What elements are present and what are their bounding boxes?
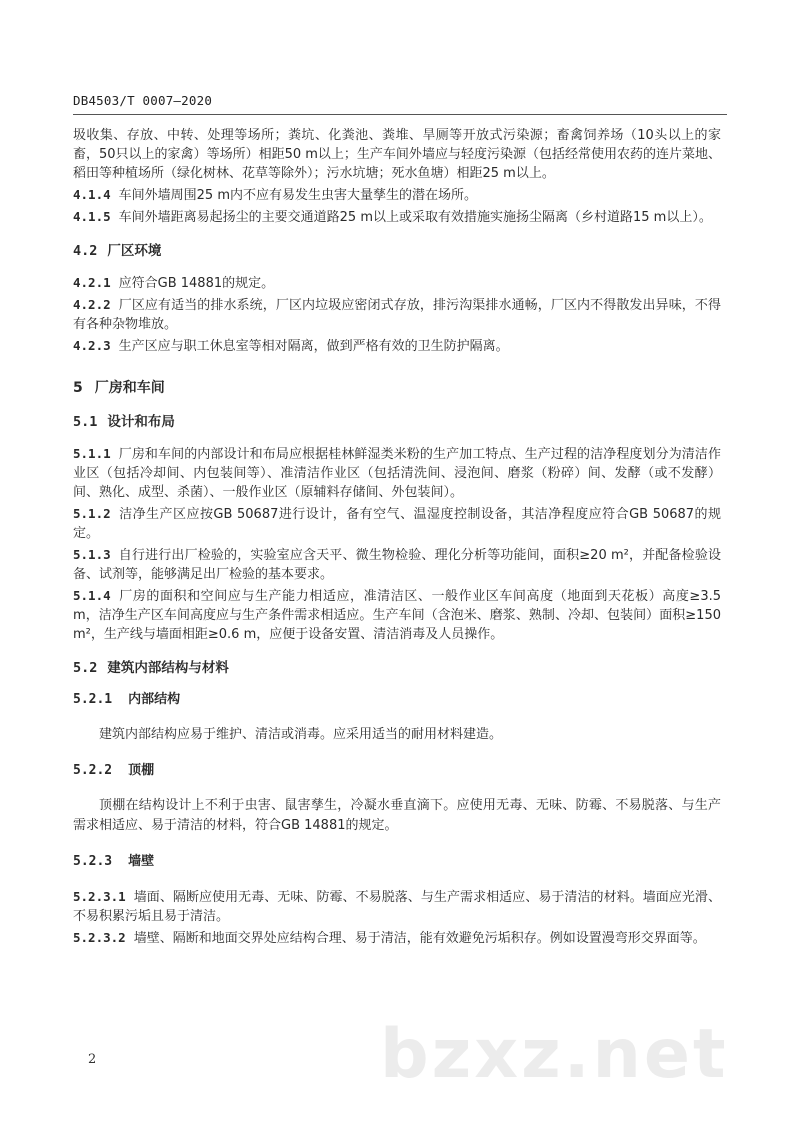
clause-text: 顶棚 [128,763,155,778]
clause-number: 5.2 [73,660,98,676]
clause-text: 墙壁、隔断和地面交界处应结构合理、易于清洁，能有效避免污垢积存。例如设置漫弯形交界面等。 [133,931,706,946]
clause-number: 4.1.5 [73,209,111,224]
clause-text: 建筑内部结构应易于维护、清洁或消毒。应采用适当的耐用材料建造。 [99,727,503,742]
clause-text: 墙面、隔断应使用无毒、无味、防霉、不易脱落、与生产需求相适应、易于清洁的材料。墙面应光滑、不易积累污垢且易于清洁。 [73,890,721,924]
clause-number: 5 [73,380,83,396]
clause-text: 厂区环境 [107,243,162,259]
clause [73,545,721,584]
clause-text: 应符合GB 14881的规定。 [118,276,275,291]
subsection-heading [73,690,721,709]
section-heading [73,241,721,261]
clause-text: 车间外墙距离易起扬尘的主要交通道路25 m以上或采取有效措施实施扬尘隔离（乡村道路15 m以上）。 [118,210,712,225]
clause [73,295,721,334]
clause-text: 顶棚在结构设计上不利于虫害、鼠害孳生，冷凝水垂直滴下。应使用无毒、无味、防霉、不易脱落、与生产需求相适应、易于清洁的材料，符合GB 14881的规定。 [73,798,721,833]
clause-text: 内部结构 [128,692,181,707]
clause [73,504,721,543]
clause [73,928,721,948]
page-number: 2 [88,1052,97,1067]
clause-text: 厂房的面积和空间应与生产能力相适应，准清洁区、一般作业区车间高度（地面到天花板）高度≥3.5 m，洁净生产区车间高度应与生产条件需求相适应。生产车间（含泡米、磨浆、熟制、冷却、包装间）面积≥150 m²，生产线与墙面相距≥0.6 m，应便于设备安置、清洁消毒及人员操作。 [73,589,721,642]
clause-number: 4.2.3 [73,338,111,353]
chapter-heading [73,378,721,398]
clause-text: 生产区应与职工休息室等相对隔离，做到严格有效的卫生防护隔离。 [118,339,509,354]
clause-text: 车间外墙周围25 m内不应有易发生虫害大量孳生的潜在场所。 [118,188,477,203]
clause [73,887,721,926]
body-paragraph [73,725,721,745]
clause-number: 5.1 [73,414,98,430]
clause [73,444,721,502]
clause-text: 厂房和车间的内部设计和布局应根据桂林鲜湿类米粉的生产加工特点、生产过程的洁净程度划分为清洁作业区（包括冷却间、内包装间等）、准清洁作业区（包括清洗间、浸泡间、磨浆（粉碎）间、发酵（或不发酵）间、熟化、成型、杀菌）、一般作业区（原辅料存储间、外包装间）。 [73,447,721,500]
body-paragraph [73,796,721,836]
clause-text: 设计和布局 [107,414,175,430]
clause [73,185,721,205]
subsection-heading [73,761,721,780]
clause [73,126,721,183]
clause-text: 厂房和车间 [94,380,165,396]
watermark: bzxz.net [380,1015,729,1094]
document-code: DB4503/T 0007—2020 [73,93,213,108]
subsection-heading [73,852,721,871]
clause-number: 5.2.3.1 [73,889,126,904]
clause-text: 洁净生产区应按GB 50687进行设计，备有空气、温湿度控制设备，其洁净程度应符合GB 50687的规定。 [73,507,721,541]
clause-text: 自行进行出厂检验的，实验室应含天平、微生物检验、理化分析等功能间，面积≥20 m²，并配备检验设备、试剂等，能够满足出厂检验的基本要求。 [73,548,721,582]
clause [73,336,721,356]
clause-number: 4.2.2 [73,297,111,312]
clause [73,207,721,227]
clause-number: 5.2.3.2 [73,930,126,945]
clause-number: 5.2.3 [73,854,113,869]
clause [73,586,721,644]
clause-number: 4.1.4 [73,187,111,202]
clause-number: 4.2 [73,243,98,259]
page-content [73,126,721,950]
section-heading [73,658,721,678]
clause-number: 5.2.2 [73,763,113,778]
clause [73,273,721,293]
header-rule [73,114,727,115]
clause-number: 5.1.2 [73,506,111,521]
clause-number: 4.2.1 [73,275,111,290]
clause-number: 5.1.3 [73,547,111,562]
clause-text: 厂区应有适当的排水系统，厂区内垃圾应密闭式存放，排污沟渠排水通畅，厂区内不得散发出异味，不得有各种杂物堆放。 [73,298,721,332]
clause-text: 建筑内部结构与材料 [107,660,229,676]
section-heading [73,412,721,432]
clause-number: 5.1.1 [73,446,111,461]
clause-text: 圾收集、存放、中转、处理等场所；粪坑、化粪池、粪堆、旱厕等开放式污染源；畜禽饲养场（10头以上的家畜，50只以上的家禽）等场所）相距50 m以上；生产车间外墙应与轻度污染源（包括经常使用农药的连片菜地、稻田等种植场所（绿化树林、花草等除外）；污水坑塘；死水鱼塘）相距25 m以上。 [73,128,721,181]
clause-text: 墙壁 [128,854,155,869]
clause-number: 5.2.1 [73,692,113,707]
clause-number: 5.1.4 [73,588,111,603]
